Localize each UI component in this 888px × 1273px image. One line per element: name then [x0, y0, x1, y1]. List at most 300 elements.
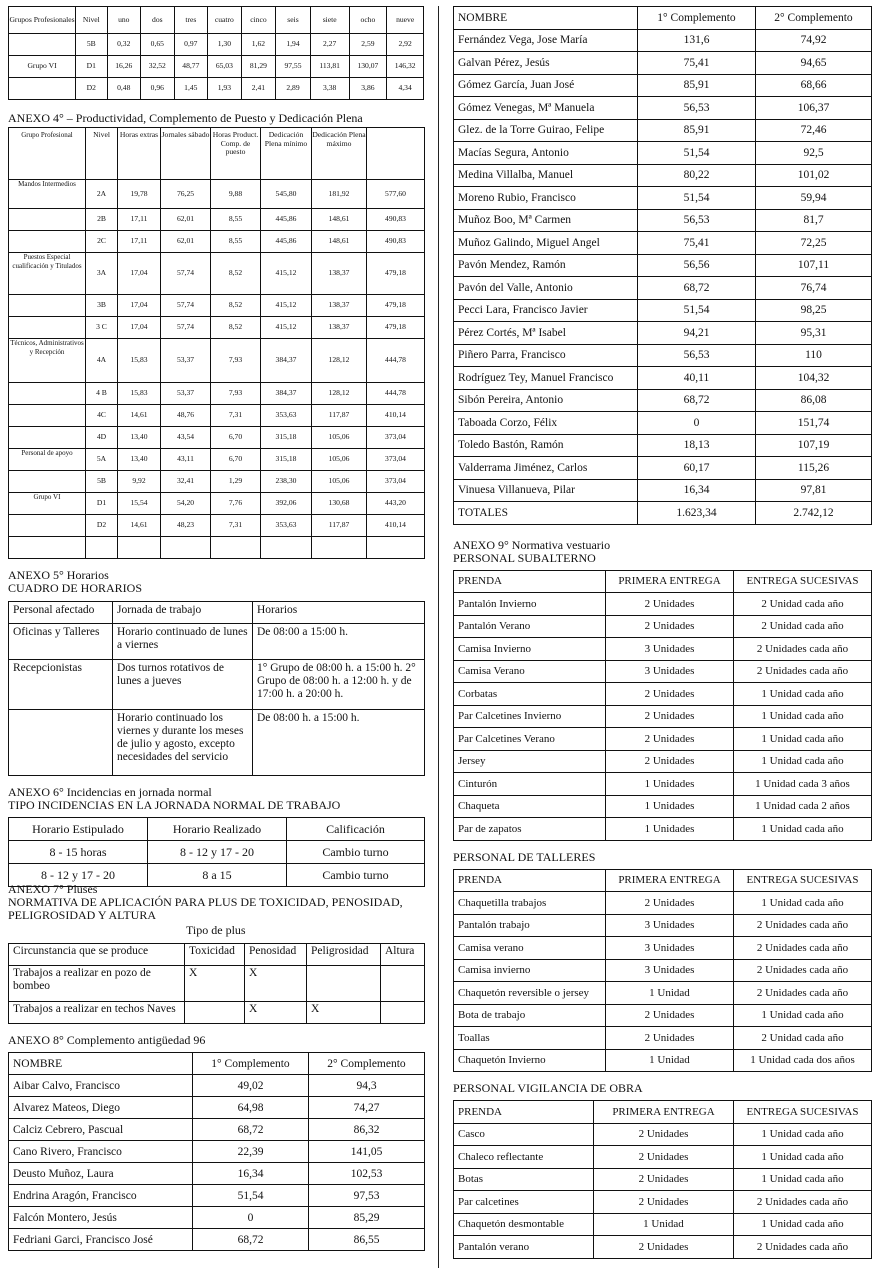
table-cell: 85,29 — [309, 1207, 425, 1229]
table-cell: 85,91 — [638, 74, 756, 97]
anexo7-subtitle: NORMATIVA DE APLICACIÓN PARA PLUS DE TOXICIDAD, PENOSIDAD, PELIGROSIDAD Y ALTURA — [8, 895, 403, 922]
table-cell: 577,60 — [367, 180, 425, 209]
table-cell: 32,52 — [141, 56, 175, 78]
table-row — [9, 493, 425, 515]
column-header: PRENDA — [454, 1101, 594, 1124]
table-cell: 117,87 — [312, 405, 367, 427]
table-cell: 8 - 12 y 17 - 20 — [9, 864, 148, 887]
table-row — [454, 74, 872, 97]
table-cell: 2 Unidades — [594, 1168, 734, 1191]
table-row — [9, 1229, 425, 1251]
table-row — [454, 773, 872, 796]
table-cell: Corbatas — [454, 683, 606, 706]
table-cell: 14,61 — [118, 405, 161, 427]
vigilancia-table — [453, 1100, 872, 1259]
table-cell: Pantalón trabajo — [454, 914, 606, 937]
table-cell: 68,72 — [193, 1229, 309, 1251]
table-cell: 2.742,12 — [756, 502, 872, 525]
table-cell: 101,02 — [756, 164, 872, 187]
table-row — [9, 427, 425, 449]
table-cell: 2 Unidades — [606, 1027, 734, 1050]
table-cell: 2 Unidades — [594, 1123, 734, 1146]
table-row — [9, 1163, 425, 1185]
table-cell: 415,12 — [261, 295, 312, 317]
table-cell: Par Calcetines Verano — [454, 728, 606, 751]
table-cell: 3 C — [86, 317, 118, 339]
table-cell: 2,89 — [276, 78, 311, 100]
table-cell: Chaquetón reversible o jersey — [454, 982, 606, 1005]
table-cell: Pavón del Valle, Antonio — [454, 277, 638, 300]
table-cell: Trabajos a realizar en pozo de bombeo — [9, 966, 185, 1002]
table-cell: 110 — [756, 344, 872, 367]
table-cell — [185, 1002, 245, 1024]
table-cell: 2 Unidades — [606, 683, 734, 706]
column-header: uno — [107, 7, 141, 34]
table-row — [9, 339, 425, 383]
table-cell: Vinuesa Villanueva, Pilar — [454, 479, 638, 502]
table-cell: 315,18 — [261, 449, 312, 471]
table-cell: Valderrama Jiménez, Carlos — [454, 457, 638, 480]
table-cell: 8 - 12 y 17 - 20 — [148, 841, 287, 864]
table-cell: 8,55 — [211, 231, 261, 253]
table-row — [454, 164, 872, 187]
table-cell: Galvan Pérez, Jesús — [454, 52, 638, 75]
table-cell: 17,04 — [118, 295, 161, 317]
table-cell — [211, 537, 261, 559]
table-row — [454, 1027, 872, 1050]
table-cell: 51,54 — [638, 299, 756, 322]
table-cell: 2A — [86, 180, 118, 209]
table-cell: 1,93 — [208, 78, 242, 100]
column-header: nueve — [387, 7, 424, 34]
table-cell: 2 Unidad cada año — [734, 615, 872, 638]
table-cell: Botas — [454, 1168, 594, 1191]
table-row — [454, 892, 872, 915]
column-header: Horario Realizado — [148, 818, 287, 841]
table-row — [9, 78, 424, 100]
table-row — [454, 1123, 872, 1146]
anexo8-body — [9, 1053, 425, 1251]
table-cell: 2 Unidades cada año — [734, 660, 872, 683]
anexo6-title: ANEXO 6° Incidencias en jornada normal — [8, 785, 212, 799]
table-row — [454, 97, 872, 120]
table-cell: Glez. de la Torre Guirao, Felipe — [454, 119, 638, 142]
table-cell: 138,37 — [312, 317, 367, 339]
table-cell: Muñoz Boo, Mª Carmen — [454, 209, 638, 232]
table-cell: 1 Unidades — [606, 773, 734, 796]
table-cell — [381, 966, 425, 1002]
table-cell: Pantalón verano — [454, 1236, 594, 1259]
table-cell: Personal de apoyo — [9, 449, 86, 471]
vigilancia-body — [454, 1101, 872, 1259]
table-cell: 18,13 — [638, 434, 756, 457]
column-divider — [438, 6, 439, 1268]
table-cell: 76,74 — [756, 277, 872, 300]
table-cell: 2 Unidades cada año — [734, 959, 872, 982]
table-cell: 1 Unidad cada año — [734, 1146, 872, 1169]
table-cell: 148,61 — [312, 209, 367, 231]
table-row — [454, 457, 872, 480]
table-cell: 4 B — [86, 383, 118, 405]
table-cell: 2 Unidades — [594, 1236, 734, 1259]
table-cell: 0,65 — [141, 34, 175, 56]
table-cell: 2 Unidades — [594, 1191, 734, 1214]
table-row — [9, 660, 425, 710]
table-cell: 3 Unidades — [606, 914, 734, 937]
table-cell: 0 — [638, 412, 756, 435]
table-row — [9, 710, 425, 776]
column-header: Horario Estipulado — [9, 818, 148, 841]
column-header: ocho — [349, 7, 387, 34]
table-cell: 1 Unidad — [594, 1213, 734, 1236]
table-cell: Grupo VI — [9, 56, 76, 78]
table-row — [454, 502, 872, 525]
table-cell: 7,31 — [211, 515, 261, 537]
table-row — [9, 1075, 425, 1097]
table-cell: 80,22 — [638, 164, 756, 187]
subalterno-body — [454, 570, 872, 840]
table-cell: 40,11 — [638, 367, 756, 390]
table-cell: Chaleco reflectante — [454, 1146, 594, 1169]
table-row — [454, 412, 872, 435]
table-cell: Recepcionistas — [9, 660, 113, 710]
table-cell: 138,37 — [312, 253, 367, 295]
table-cell: Camisa Invierno — [454, 638, 606, 661]
table-cell: 353,63 — [261, 405, 312, 427]
table-cell: 130,68 — [312, 493, 367, 515]
column-header: NOMBRE — [9, 1053, 193, 1075]
table-cell — [9, 471, 86, 493]
table-cell: 1 Unidad cada año — [734, 683, 872, 706]
table-row — [454, 52, 872, 75]
table-cell: 131,6 — [638, 29, 756, 52]
column-header: Jornales sábado — [161, 128, 211, 180]
table-row — [454, 254, 872, 277]
column-header: Grupos Profesionales — [9, 7, 76, 34]
table-cell: Pérez Cortés, Mª Isabel — [454, 322, 638, 345]
table-cell: Bota de trabajo — [454, 1004, 606, 1027]
table-row — [9, 515, 425, 537]
table-cell: 7,93 — [211, 339, 261, 383]
table-cell: 6,70 — [211, 449, 261, 471]
table-cell: 2,92 — [387, 34, 424, 56]
table-row — [454, 818, 872, 841]
table-cell: Aibar Calvo, Francisco — [9, 1075, 193, 1097]
column-header: Peligrosidad — [307, 944, 381, 966]
table-row — [454, 593, 872, 616]
column-header: dos — [141, 7, 175, 34]
table-cell: 384,37 — [261, 383, 312, 405]
table-cell: 98,25 — [756, 299, 872, 322]
table-cell: 22,39 — [193, 1141, 309, 1163]
anexo4-body — [9, 128, 425, 559]
table-cell: 479,18 — [367, 253, 425, 295]
table-cell: Oficinas y Talleres — [9, 624, 113, 660]
column-header: seis — [276, 7, 311, 34]
anexo8-continued-body — [454, 7, 872, 525]
table-cell: 1,45 — [174, 78, 208, 100]
header-row — [9, 1053, 425, 1075]
table-cell: 2,59 — [349, 34, 387, 56]
table-cell: Sibón Pereira, Antonio — [454, 389, 638, 412]
table-cell: 238,30 — [261, 471, 312, 493]
table-cell: 1,94 — [276, 34, 311, 56]
table-cell: Rodríguez Tey, Manuel Francisco — [454, 367, 638, 390]
table-cell: 128,12 — [312, 339, 367, 383]
table-cell: Par calcetines — [454, 1191, 594, 1214]
column-header: ENTREGA SUCESIVAS — [734, 869, 872, 892]
table-cell: 2 Unidades — [606, 892, 734, 915]
table-cell: 72,25 — [756, 232, 872, 255]
column-header: tres — [174, 7, 208, 34]
table-cell: 74,92 — [756, 29, 872, 52]
table-row — [454, 959, 872, 982]
table-cell: 94,65 — [756, 52, 872, 75]
table-cell: 1° Grupo de 08:00 h. a 15:00 h. 2° Grupo de 08:00 h. a 12:00 h. y de 17:00 h. a 20:00 h. — [253, 660, 425, 710]
table-cell: 72,46 — [756, 119, 872, 142]
table-row — [454, 434, 872, 457]
table-cell: 81,29 — [241, 56, 276, 78]
table-cell: 16,26 — [107, 56, 141, 78]
table-cell: 48,77 — [174, 56, 208, 78]
table-cell: 138,37 — [312, 295, 367, 317]
header-row — [454, 7, 872, 30]
table-cell: 8,55 — [211, 209, 261, 231]
table-cell: 1 Unidad cada año — [734, 1213, 872, 1236]
table-cell: 384,37 — [261, 339, 312, 383]
table-cell: 74,27 — [309, 1097, 425, 1119]
table-cell: 107,11 — [756, 254, 872, 277]
table-cell: Pavón Mendez, Ramón — [454, 254, 638, 277]
anexo6-body — [9, 818, 425, 887]
table-cell: 60,17 — [638, 457, 756, 480]
header-row — [454, 1101, 872, 1124]
column-header: 1° Complemento — [638, 7, 756, 30]
column-header: Dedicación Plena máximo — [312, 128, 367, 180]
table-cell: 0,48 — [107, 78, 141, 100]
table-cell: 2 Unidades — [606, 705, 734, 728]
table-cell: 2 Unidades cada año — [734, 638, 872, 661]
anexo7-body — [9, 944, 425, 1024]
table-cell: 2 Unidades cada año — [734, 937, 872, 960]
table-cell: Chaquetón desmontable — [454, 1213, 594, 1236]
table-row — [9, 317, 425, 339]
table-cell: 410,14 — [367, 515, 425, 537]
table-cell: Grupo VI — [9, 493, 86, 515]
table-row — [9, 56, 424, 78]
table-cell: 353,63 — [261, 515, 312, 537]
table-cell: 68,72 — [638, 389, 756, 412]
table-cell: 373,04 — [367, 427, 425, 449]
table-cell: 56,53 — [638, 97, 756, 120]
table-cell: De 08:00 h. a 15:00 h. — [253, 710, 425, 776]
table-cell: Gómez Venegas, Mª Manuela — [454, 97, 638, 120]
table-cell: 6,70 — [211, 427, 261, 449]
column-header: PRIMERA ENTREGA — [606, 869, 734, 892]
column-header: Nivel — [76, 7, 107, 34]
table-cell: X — [307, 1002, 381, 1024]
table-cell: Cambio turno — [287, 841, 425, 864]
anexo7-title: ANEXO 7° Pluses — [8, 882, 98, 896]
column-header: Altura — [381, 944, 425, 966]
column-header: Circunstancia que se produce — [9, 944, 185, 966]
table-cell: 315,18 — [261, 427, 312, 449]
table-cell: 2 Unidades cada año — [734, 914, 872, 937]
table-cell: 4D — [86, 427, 118, 449]
table-cell: 75,41 — [638, 232, 756, 255]
table-cell: 64,98 — [193, 1097, 309, 1119]
column-header: cuatro — [208, 7, 242, 34]
table-row — [454, 367, 872, 390]
table-cell: 65,03 — [208, 56, 242, 78]
table-cell: 104,32 — [756, 367, 872, 390]
table-cell: 86,08 — [756, 389, 872, 412]
table-cell: 15,83 — [118, 383, 161, 405]
table-cell: 32,41 — [161, 471, 211, 493]
table-cell: 56,53 — [638, 344, 756, 367]
table-cell: 53,37 — [161, 383, 211, 405]
table-row — [9, 209, 425, 231]
table-cell: 56,56 — [638, 254, 756, 277]
anexo3-body — [9, 7, 424, 100]
table-cell: 115,26 — [756, 457, 872, 480]
table-cell — [9, 231, 86, 253]
table-cell: 373,04 — [367, 449, 425, 471]
table-row — [454, 615, 872, 638]
table-cell — [9, 515, 86, 537]
table-cell: 130,07 — [349, 56, 387, 78]
column-header: Toxicidad — [185, 944, 245, 966]
anexo8-title: ANEXO 8° Complemento antigüedad 96 — [8, 1033, 206, 1047]
subalterno-title: PERSONAL SUBALTERNO — [453, 550, 596, 565]
table-cell: 181,92 — [312, 180, 367, 209]
table-cell: 7,93 — [211, 383, 261, 405]
table-cell: Chaqueta — [454, 795, 606, 818]
table-cell: 2 Unidades — [606, 615, 734, 638]
table-cell: 95,31 — [756, 322, 872, 345]
table-cell: Casco — [454, 1123, 594, 1146]
table-cell: 4,34 — [387, 78, 424, 100]
table-cell: Par de zapatos — [454, 818, 606, 841]
table-row — [9, 1185, 425, 1207]
table-cell: 94,21 — [638, 322, 756, 345]
table-cell: 86,55 — [309, 1229, 425, 1251]
table-cell: 48,76 — [161, 405, 211, 427]
table-cell — [161, 537, 211, 559]
table-cell: Taboada Corzo, Félix — [454, 412, 638, 435]
table-cell: 105,06 — [312, 427, 367, 449]
table-cell: D1 — [76, 56, 107, 78]
table-row — [454, 389, 872, 412]
table-cell: 1 Unidad cada 3 años — [734, 773, 872, 796]
table-cell: 17,04 — [118, 253, 161, 295]
table-cell: 54,20 — [161, 493, 211, 515]
table-cell — [9, 317, 86, 339]
table-row — [454, 660, 872, 683]
table-cell: 97,53 — [309, 1185, 425, 1207]
table-cell: 5B — [86, 471, 118, 493]
column-header: Calificación — [287, 818, 425, 841]
vigilancia-title: PERSONAL VIGILANCIA DE OBRA — [453, 1081, 643, 1095]
table-cell: Mandos Intermedios — [9, 180, 86, 209]
table-cell: 0,96 — [141, 78, 175, 100]
table-cell — [9, 405, 86, 427]
table-row — [454, 209, 872, 232]
table-cell: 2 Unidades — [606, 1004, 734, 1027]
header-row — [9, 128, 425, 180]
anexo6-table — [8, 817, 425, 887]
table-cell: 75,41 — [638, 52, 756, 75]
table-cell — [367, 537, 425, 559]
column-header: Jornada de trabajo — [113, 602, 253, 624]
table-cell: 1 Unidad cada año — [734, 818, 872, 841]
table-cell: 16,34 — [193, 1163, 309, 1185]
table-row — [454, 142, 872, 165]
table-cell: 2B — [86, 209, 118, 231]
anexo5-title: ANEXO 5° Horarios — [8, 568, 109, 582]
table-cell: Pecci Lara, Francisco Javier — [454, 299, 638, 322]
table-row — [9, 1119, 425, 1141]
table-cell: 0,97 — [174, 34, 208, 56]
table-cell: 3B — [86, 295, 118, 317]
table-cell: 57,74 — [161, 295, 211, 317]
table-cell: 1 Unidad — [606, 1049, 734, 1072]
table-cell: 68,72 — [193, 1119, 309, 1141]
table-row — [9, 1207, 425, 1229]
table-cell: 8 a 15 — [148, 864, 287, 887]
table-cell: 444,78 — [367, 383, 425, 405]
table-cell — [86, 537, 118, 559]
table-cell: 479,18 — [367, 317, 425, 339]
column-header: Nivel — [86, 128, 118, 180]
table-cell: 3 Unidades — [606, 638, 734, 661]
table-cell: 57,74 — [161, 253, 211, 295]
table-cell: 2 Unidades cada año — [734, 1191, 872, 1214]
table-cell: 3 Unidades — [606, 937, 734, 960]
anexo8-continued-table — [453, 6, 872, 525]
table-cell: 19,78 — [118, 180, 161, 209]
table-cell: TOTALES — [454, 502, 638, 525]
table-cell — [118, 537, 161, 559]
table-cell — [9, 34, 76, 56]
table-cell: 3,38 — [310, 78, 349, 100]
column-header: PRIMERA ENTREGA — [594, 1101, 734, 1124]
table-cell: Deusto Muñoz, Laura — [9, 1163, 193, 1185]
column-header: PRENDA — [454, 570, 606, 593]
table-cell: 1,62 — [241, 34, 276, 56]
table-row — [454, 728, 872, 751]
table-row — [454, 344, 872, 367]
column-header: ENTREGA SUCESIVAS — [734, 570, 872, 593]
table-cell: 479,18 — [367, 295, 425, 317]
table-cell: Técnicos, Administrativos y Recepción — [9, 339, 86, 383]
table-cell: Camisa Verano — [454, 660, 606, 683]
column-header: siete — [310, 7, 349, 34]
anexo6-subtitle: TIPO INCIDENCIAS EN LA JORNADA NORMAL DE TRABAJO — [8, 798, 341, 812]
table-cell: 3,86 — [349, 78, 387, 100]
table-cell: Horario continuado de lunes a viernes — [113, 624, 253, 660]
table-cell: 392,06 — [261, 493, 312, 515]
table-cell: D2 — [86, 515, 118, 537]
table-cell: Camisa invierno — [454, 959, 606, 982]
table-row — [9, 449, 425, 471]
table-cell: Falcón Montero, Jesús — [9, 1207, 193, 1229]
column-header: cinco — [241, 7, 276, 34]
table-row — [454, 299, 872, 322]
table-cell: Calciz Cebrero, Pascual — [9, 1119, 193, 1141]
table-cell: 94,3 — [309, 1075, 425, 1097]
column-header: Grupo Profesional — [9, 128, 86, 180]
